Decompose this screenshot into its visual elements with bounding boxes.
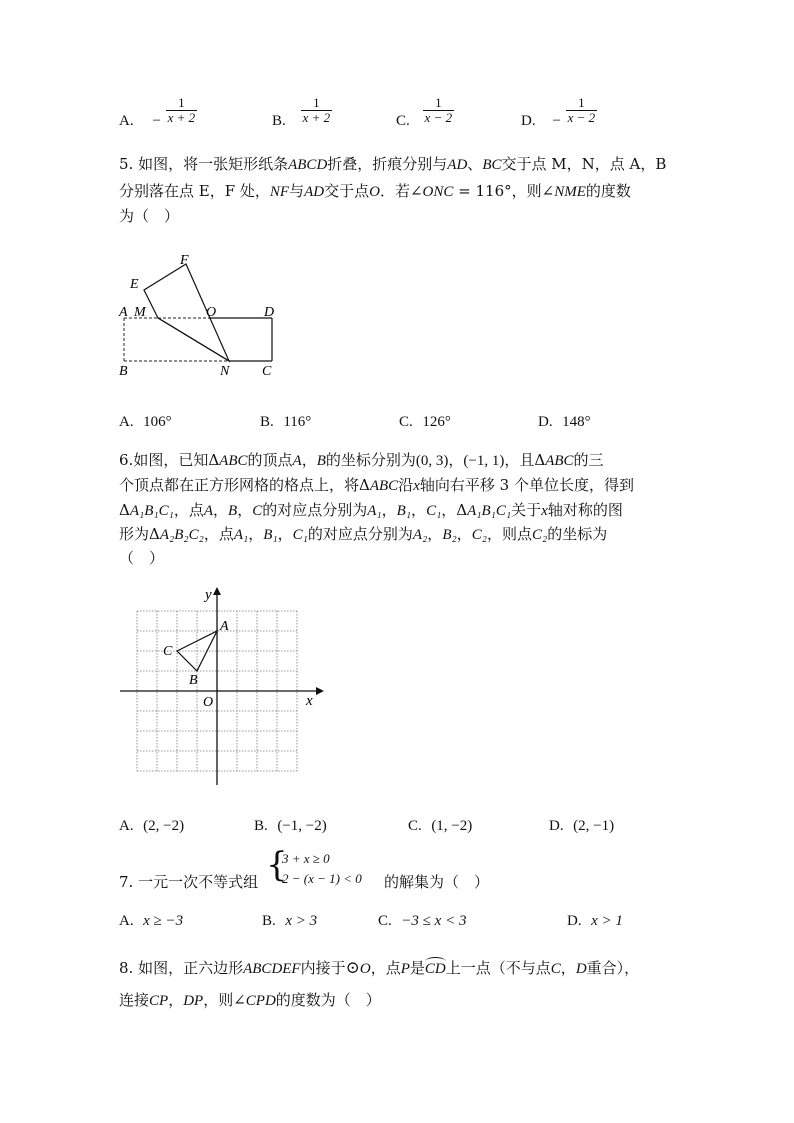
text: ， bbox=[456, 525, 472, 543]
text: ，则∠ bbox=[203, 991, 246, 1009]
q6-line4 bbox=[119, 524, 607, 545]
option-label: D. bbox=[521, 113, 536, 129]
option-value: (1, −2) bbox=[431, 818, 473, 834]
folded-flap bbox=[144, 264, 229, 361]
option-label: A. bbox=[119, 818, 134, 834]
text: ， bbox=[168, 991, 184, 1009]
q6-option-c bbox=[408, 815, 472, 836]
q6-line5 bbox=[119, 548, 164, 568]
option-label: C. bbox=[408, 818, 422, 834]
text: 如图，将一张矩形纸条 bbox=[138, 155, 289, 173]
text: 如图，正六边形 bbox=[138, 959, 244, 977]
q5-option-d bbox=[538, 411, 591, 432]
option-label: A. bbox=[119, 414, 134, 430]
text: ， bbox=[237, 501, 253, 519]
option-value: x > 3 bbox=[285, 913, 318, 929]
math: O bbox=[369, 184, 380, 200]
numerator: 1 bbox=[566, 96, 598, 111]
label-a: A bbox=[220, 619, 229, 634]
q6-line2 bbox=[119, 475, 634, 496]
text: Δ bbox=[119, 501, 130, 519]
label-f: F bbox=[180, 253, 189, 268]
question-number: 7. bbox=[119, 873, 134, 891]
text: （ ） bbox=[119, 549, 165, 567]
denominator: x + 2 bbox=[167, 109, 196, 125]
math: NME bbox=[554, 184, 586, 200]
q5-option-c bbox=[399, 411, 451, 432]
text: 的度数为（ ） bbox=[275, 991, 381, 1009]
option-label: B. bbox=[262, 913, 276, 929]
math: A bbox=[292, 453, 302, 469]
math: A₁B₁C₁ bbox=[129, 503, 174, 519]
label-y: y bbox=[205, 587, 212, 603]
inequality-2 bbox=[282, 871, 362, 887]
math: C₂ bbox=[531, 527, 548, 543]
text: 个顶点都在正方形网格的格点上，将Δ bbox=[119, 476, 370, 494]
text: 重合）， bbox=[586, 959, 640, 977]
option-label: A. bbox=[119, 913, 134, 929]
text: = 116°，则∠ bbox=[453, 182, 555, 200]
arc-mark bbox=[425, 957, 446, 966]
option-value: x ≥ −3 bbox=[143, 913, 184, 929]
text: 是 bbox=[409, 959, 425, 977]
option-label: C. bbox=[378, 913, 392, 929]
option-value: (2, −1) bbox=[573, 818, 615, 834]
option-value: x > 1 bbox=[591, 913, 623, 929]
text: ，点 bbox=[203, 525, 234, 543]
q5-option-b bbox=[260, 411, 311, 432]
math: B bbox=[316, 453, 326, 469]
text: 关于 bbox=[511, 501, 542, 519]
label-o: O bbox=[203, 695, 214, 710]
label-e: E bbox=[130, 277, 139, 292]
math: P bbox=[400, 961, 410, 977]
text: 为（ ） bbox=[119, 207, 180, 225]
math: ONC bbox=[422, 184, 454, 200]
text: ， bbox=[301, 451, 317, 469]
math: 3 + x ≥ 0 bbox=[282, 851, 330, 866]
label-c: C bbox=[163, 644, 173, 659]
denominator: x − 2 bbox=[424, 109, 453, 125]
q5-line3 bbox=[119, 206, 179, 226]
numerator: 1 bbox=[166, 96, 198, 111]
math: B₁ bbox=[263, 527, 278, 543]
text: ，且Δ bbox=[504, 451, 546, 469]
q6-coordinate-grid bbox=[120, 585, 325, 785]
text: 形为Δ bbox=[119, 525, 160, 543]
option-label: C. bbox=[396, 113, 410, 129]
system-brace: { bbox=[266, 845, 288, 885]
text: ， bbox=[427, 525, 443, 543]
fraction bbox=[566, 96, 598, 125]
math: C₁ bbox=[426, 503, 442, 519]
text: ， bbox=[277, 525, 293, 543]
x-axis-arrow bbox=[316, 687, 324, 695]
math: C bbox=[550, 961, 561, 977]
math: ABCD bbox=[288, 157, 328, 173]
text: 的三 bbox=[573, 451, 604, 469]
y-axis-arrow bbox=[213, 587, 221, 595]
q7-stem bbox=[119, 872, 258, 892]
q4-option-c bbox=[396, 94, 454, 131]
label-d: D bbox=[264, 305, 275, 320]
denominator: x + 2 bbox=[302, 109, 331, 125]
q7-suffix bbox=[384, 872, 489, 892]
text: ， bbox=[248, 525, 264, 543]
text: ， bbox=[560, 959, 576, 977]
text: ．若∠ bbox=[379, 182, 423, 200]
math: ABC bbox=[545, 453, 574, 469]
q7-option-d bbox=[567, 910, 623, 931]
q5-line2 bbox=[119, 181, 631, 202]
label-o: O bbox=[206, 305, 217, 320]
question-number: 6. bbox=[119, 451, 134, 469]
inequality-1 bbox=[282, 851, 330, 867]
numerator: 1 bbox=[423, 96, 455, 111]
text: 、 bbox=[467, 155, 483, 173]
option-value: 106° bbox=[143, 414, 172, 430]
q7-option-c bbox=[378, 910, 466, 931]
text: ，则点 bbox=[486, 525, 532, 543]
label-b: B bbox=[189, 673, 198, 688]
q4-option-a bbox=[119, 94, 197, 131]
text: ， bbox=[381, 501, 397, 519]
label-c: C bbox=[262, 364, 272, 379]
math: x bbox=[541, 503, 548, 519]
fold-line-mn bbox=[158, 318, 229, 361]
math: (0, 3) bbox=[415, 453, 449, 469]
q4-option-d bbox=[521, 94, 597, 131]
math: BC bbox=[482, 157, 502, 173]
option-value: (2, −2) bbox=[143, 818, 185, 834]
math: CPD bbox=[245, 993, 276, 1009]
math: A₁ bbox=[233, 527, 249, 543]
text: 轴向右平移 3 个单位长度，得到 bbox=[419, 476, 634, 494]
option-label: B. bbox=[254, 818, 268, 834]
math: CD bbox=[424, 961, 446, 977]
text: 的度数 bbox=[585, 182, 631, 200]
math: B bbox=[228, 503, 238, 519]
option-label: A. bbox=[119, 113, 134, 129]
q7-option-b bbox=[262, 910, 317, 931]
math: A₁B₁C₁ bbox=[467, 503, 512, 519]
text: 沿 bbox=[398, 476, 414, 494]
text: 交于点 M，N，点 A，B bbox=[501, 155, 667, 173]
option-label: D. bbox=[549, 818, 564, 834]
q8-line2 bbox=[119, 990, 381, 1011]
option-label: D. bbox=[538, 414, 553, 430]
math: ABC bbox=[369, 478, 399, 494]
text: 连接 bbox=[119, 991, 150, 1009]
option-value: 116° bbox=[283, 414, 312, 430]
text: 如图，已知Δ bbox=[133, 451, 220, 469]
option-label: B. bbox=[260, 414, 274, 430]
math: A₁ bbox=[367, 503, 382, 519]
text: 上一点（不与点 bbox=[445, 959, 551, 977]
q5-figure bbox=[112, 248, 292, 380]
math: A₂ bbox=[412, 527, 428, 543]
minus-sign: − bbox=[152, 113, 161, 129]
text: ， bbox=[411, 501, 427, 519]
label-x: x bbox=[306, 693, 313, 709]
math: A bbox=[203, 503, 214, 519]
text: 折叠，折痕分别与 bbox=[327, 155, 448, 173]
numerator: 1 bbox=[301, 96, 333, 111]
label-n: N bbox=[220, 364, 230, 379]
math: O bbox=[359, 961, 371, 977]
math: CP bbox=[149, 993, 169, 1009]
text: ，点 bbox=[173, 501, 204, 519]
q7-option-a bbox=[119, 910, 183, 931]
fraction bbox=[301, 96, 333, 125]
q6-option-a bbox=[119, 815, 184, 836]
q5-line1 bbox=[119, 154, 666, 175]
math: NF bbox=[269, 184, 290, 200]
option-label: B. bbox=[272, 113, 286, 129]
option-value: 126° bbox=[422, 414, 451, 430]
text: 轴对称的图 bbox=[547, 501, 623, 519]
fraction bbox=[423, 96, 455, 125]
math: C₁ bbox=[292, 527, 308, 543]
math: ABCDEF bbox=[243, 961, 301, 977]
math: ABC bbox=[219, 453, 248, 469]
text: 交于点 bbox=[324, 182, 370, 200]
math: DP bbox=[183, 993, 204, 1009]
option-label: D. bbox=[567, 913, 582, 929]
option-value: (−1, −2) bbox=[277, 818, 327, 834]
text: 的对应点分别为 bbox=[262, 501, 368, 519]
arc-cd bbox=[425, 959, 446, 979]
text: ，点 bbox=[370, 959, 401, 977]
math: B₁ bbox=[396, 503, 412, 519]
text: ， bbox=[448, 451, 464, 469]
q6-option-d bbox=[549, 815, 614, 836]
option-value: 148° bbox=[562, 414, 591, 430]
option-label: C. bbox=[399, 414, 413, 430]
math: (−1, 1) bbox=[463, 453, 505, 469]
text: ， bbox=[213, 501, 229, 519]
question-number: 5. bbox=[119, 155, 134, 173]
text: ，Δ bbox=[441, 501, 468, 519]
q6-option-b bbox=[254, 815, 327, 836]
label-b: B bbox=[119, 364, 128, 379]
fraction bbox=[166, 96, 198, 125]
q5-option-a bbox=[119, 411, 172, 432]
math: AD bbox=[304, 184, 325, 200]
label-a: A bbox=[119, 305, 128, 320]
text: 与 bbox=[289, 182, 305, 200]
text: 的坐标为 bbox=[547, 525, 608, 543]
math: C bbox=[252, 503, 263, 519]
text: 的对应点分别为 bbox=[307, 525, 413, 543]
minus-sign: − bbox=[552, 113, 561, 129]
circle-symbol: ⊙ bbox=[345, 958, 360, 977]
denominator: x − 2 bbox=[567, 109, 596, 125]
q8-line1 bbox=[119, 958, 639, 979]
text: 的顶点 bbox=[247, 451, 293, 469]
option-value: −3 ≤ x < 3 bbox=[401, 913, 467, 929]
text: 的坐标分别为 bbox=[325, 451, 416, 469]
q4-option-b bbox=[272, 94, 332, 131]
q6-line1 bbox=[119, 450, 604, 471]
text: 一元一次不等式组 bbox=[138, 873, 259, 891]
question-number: 8. bbox=[119, 959, 134, 977]
label-m: M bbox=[134, 305, 146, 320]
math: B₂ bbox=[442, 527, 457, 543]
math: x bbox=[413, 478, 420, 494]
math: AD bbox=[447, 157, 468, 173]
math: C₂ bbox=[471, 527, 487, 543]
math: D bbox=[575, 961, 587, 977]
q6-line3 bbox=[119, 500, 623, 521]
text: 分别落在点 E，F 处， bbox=[119, 182, 270, 200]
text: 的解集为（ ） bbox=[384, 873, 490, 891]
math: A₂B₂C₂ bbox=[159, 527, 204, 543]
text: 内接于 bbox=[300, 959, 346, 977]
math: 2 − (x − 1) < 0 bbox=[282, 871, 362, 886]
